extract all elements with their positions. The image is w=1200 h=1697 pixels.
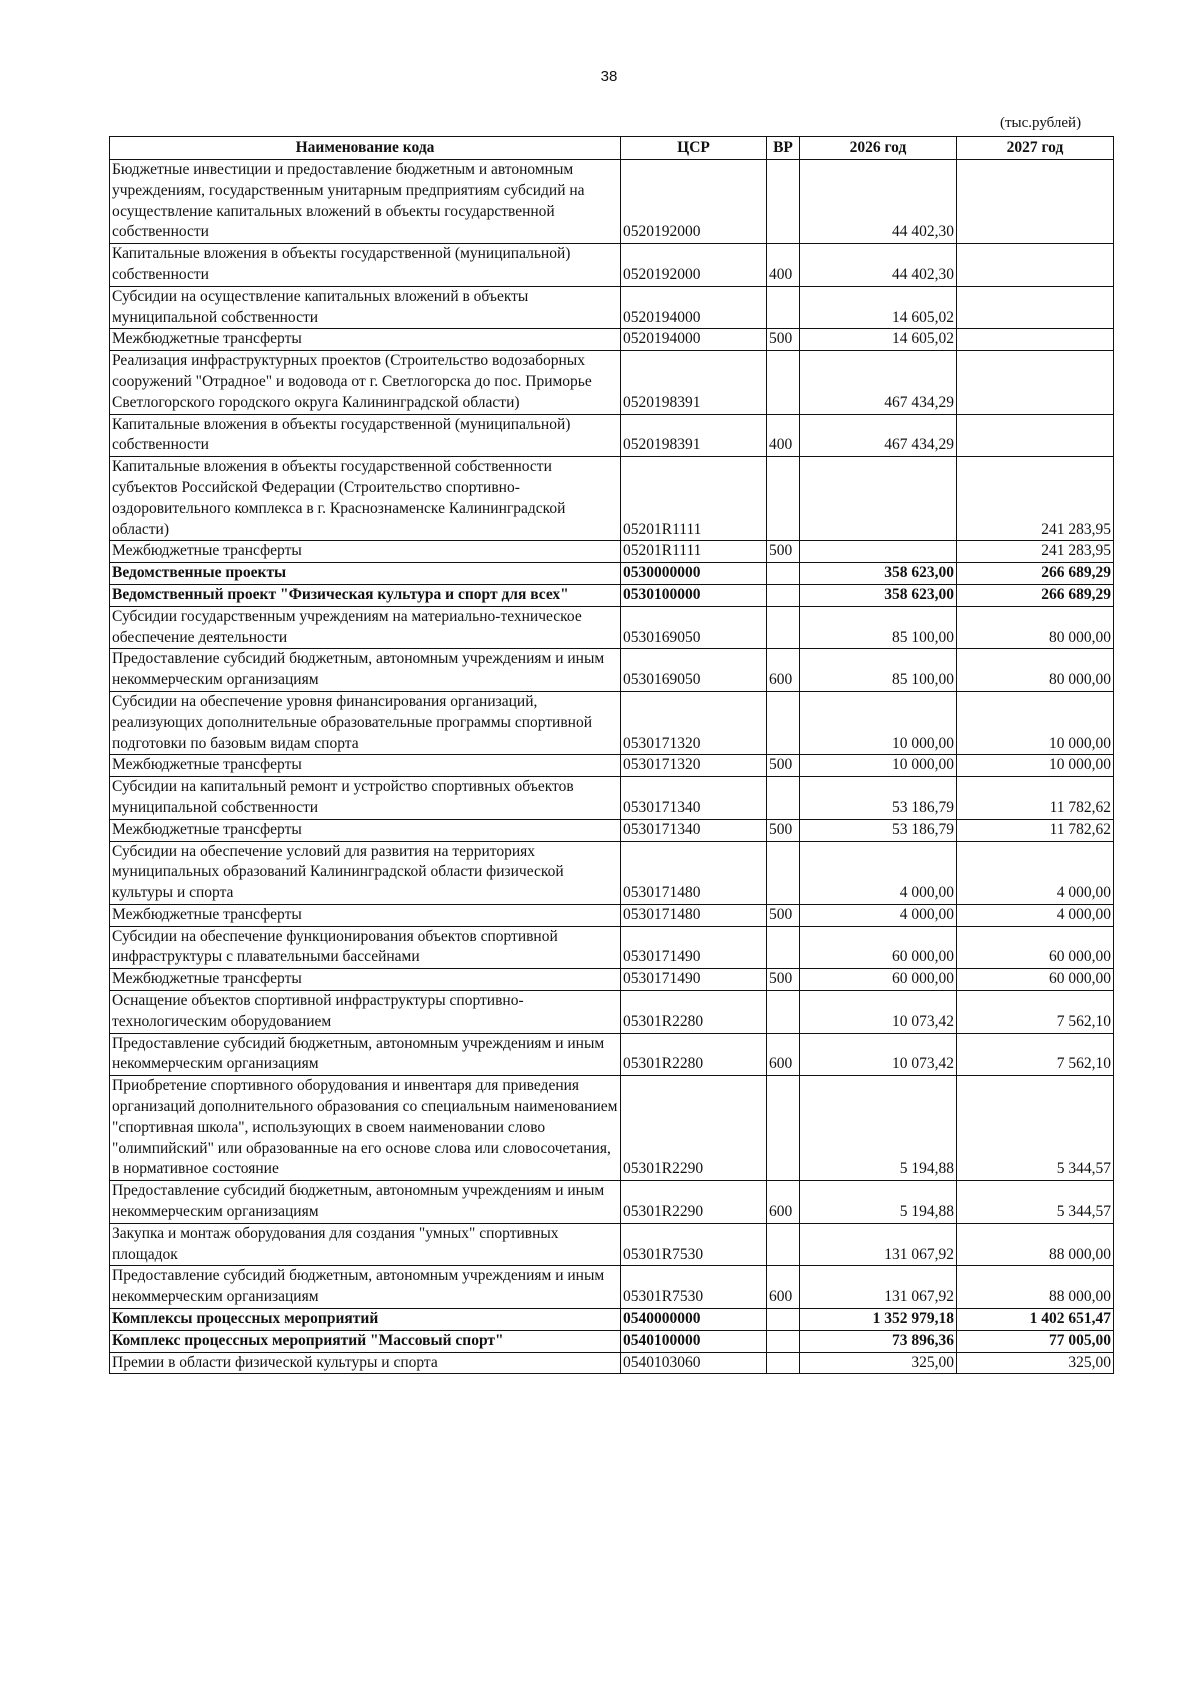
cell-name: Субсидии на обеспечение функционирования объектов спортивной инфраструктуры с плавательными бассейнами	[110, 926, 621, 969]
cell-vr	[767, 457, 800, 541]
cell-vr	[767, 606, 800, 649]
table-body	[110, 160, 1114, 1374]
cell-2027: 7 562,10	[957, 991, 1114, 1034]
cell-2027: 60 000,00	[957, 969, 1114, 991]
cell-vr	[767, 777, 800, 820]
table-row	[110, 457, 1114, 541]
cell-2026: 60 000,00	[800, 969, 957, 991]
cell-2026: 1 352 979,18	[800, 1309, 957, 1331]
cell-2026	[800, 541, 957, 563]
cell-2027: 241 283,95	[957, 457, 1114, 541]
cell-vr	[767, 691, 800, 754]
cell-csr: 0520194000	[621, 329, 767, 351]
table-row	[110, 904, 1114, 926]
cell-2026: 85 100,00	[800, 649, 957, 692]
cell-name: Приобретение спортивного оборудования и инвентаря для приведения организаций дополнительного образования со специальным наименованием "спортивная школа", использующих в своем наименовании слово "олимпийский" или образованные на его основе слова или словосочетания, в нормативное состояние	[110, 1076, 621, 1181]
budget-table	[109, 136, 1114, 1374]
table-row	[110, 286, 1114, 329]
cell-vr	[767, 1352, 800, 1374]
cell-2027: 80 000,00	[957, 606, 1114, 649]
cell-csr: 05301R2280	[621, 991, 767, 1034]
cell-csr: 05201R1111	[621, 457, 767, 541]
cell-2026: 60 000,00	[800, 926, 957, 969]
cell-2027: 325,00	[957, 1352, 1114, 1374]
table-row	[110, 606, 1114, 649]
cell-name: Межбюджетные трансферты	[110, 904, 621, 926]
cell-csr: 05301R2290	[621, 1076, 767, 1181]
cell-name: Капитальные вложения в объекты государственной (муниципальной) собственности	[110, 414, 621, 457]
cell-2027: 10 000,00	[957, 691, 1114, 754]
cell-csr: 0530100000	[621, 584, 767, 606]
header-vr: ВР	[767, 137, 800, 160]
cell-2026: 44 402,30	[800, 160, 957, 244]
cell-csr: 0540100000	[621, 1330, 767, 1352]
cell-csr: 0540103060	[621, 1352, 767, 1374]
cell-2026: 358 623,00	[800, 563, 957, 585]
cell-vr: 400	[767, 414, 800, 457]
cell-2027: 266 689,29	[957, 584, 1114, 606]
cell-2026: 131 067,92	[800, 1266, 957, 1309]
cell-name: Субсидии на капитальный ремонт и устройство спортивных объектов муниципальной собственности	[110, 777, 621, 820]
cell-name: Закупка и монтаж оборудования для создания "умных" спортивных площадок	[110, 1223, 621, 1266]
cell-csr: 0530171340	[621, 819, 767, 841]
cell-2026: 85 100,00	[800, 606, 957, 649]
cell-2027: 88 000,00	[957, 1223, 1114, 1266]
cell-name: Субсидии на осуществление капитальных вложений в объекты муниципальной собственности	[110, 286, 621, 329]
cell-name: Межбюджетные трансферты	[110, 541, 621, 563]
cell-csr: 0530171480	[621, 904, 767, 926]
cell-vr: 500	[767, 904, 800, 926]
cell-name: Межбюджетные трансферты	[110, 755, 621, 777]
cell-2027: 1 402 651,47	[957, 1309, 1114, 1331]
cell-name: Субсидии на обеспечение уровня финансирования организаций, реализующих дополнительные образовательные программы спортивной подготовки по базовым видам спорта	[110, 691, 621, 754]
table-row	[110, 1076, 1114, 1181]
cell-vr: 400	[767, 244, 800, 287]
cell-csr: 05201R1111	[621, 541, 767, 563]
cell-2027	[957, 244, 1114, 287]
cell-vr	[767, 926, 800, 969]
cell-2026: 14 605,02	[800, 329, 957, 351]
cell-2026: 10 073,42	[800, 991, 957, 1034]
cell-2027: 77 005,00	[957, 1330, 1114, 1352]
cell-2026: 73 896,36	[800, 1330, 957, 1352]
cell-2027: 241 283,95	[957, 541, 1114, 563]
cell-2026	[800, 457, 957, 541]
table-row	[110, 329, 1114, 351]
table-row	[110, 691, 1114, 754]
cell-vr	[767, 160, 800, 244]
header-2027: 2027 год	[957, 137, 1114, 160]
cell-csr: 0530171480	[621, 841, 767, 904]
cell-2026: 131 067,92	[800, 1223, 957, 1266]
table-row	[110, 1033, 1114, 1076]
table-header-row	[110, 137, 1114, 160]
cell-csr: 05301R7530	[621, 1223, 767, 1266]
cell-2027: 11 782,62	[957, 777, 1114, 820]
table-row	[110, 1330, 1114, 1352]
cell-2026: 10 073,42	[800, 1033, 957, 1076]
cell-vr	[767, 1076, 800, 1181]
cell-vr: 500	[767, 541, 800, 563]
cell-csr: 0530169050	[621, 606, 767, 649]
table-row	[110, 841, 1114, 904]
cell-2026: 467 434,29	[800, 351, 957, 414]
page-number: 38	[600, 68, 618, 85]
cell-csr: 0530171320	[621, 755, 767, 777]
table-row	[110, 969, 1114, 991]
cell-name: Премии в области физической культуры и спорта	[110, 1352, 621, 1374]
cell-vr	[767, 991, 800, 1034]
table-row	[110, 755, 1114, 777]
cell-name: Субсидии на обеспечение условий для развития на территориях муниципальных образований Калининградской области физической культуры и спорта	[110, 841, 621, 904]
cell-csr: 0520192000	[621, 244, 767, 287]
cell-2026: 10 000,00	[800, 755, 957, 777]
cell-vr: 600	[767, 1181, 800, 1224]
cell-2027: 4 000,00	[957, 841, 1114, 904]
cell-2026: 53 186,79	[800, 777, 957, 820]
cell-vr	[767, 286, 800, 329]
cell-name: Субсидии государственным учреждениям на материально-техническое обеспечение деятельности	[110, 606, 621, 649]
cell-name: Оснащение объектов спортивной инфраструктуры спортивно-технологическим оборудованием	[110, 991, 621, 1034]
cell-name: Реализация инфраструктурных проектов (Строительство водозаборных сооружений "Отрадное" и водовода от г. Светлогорска до пос. Приморье Светлогорского городского округа Калининградской области)	[110, 351, 621, 414]
cell-csr: 0530171340	[621, 777, 767, 820]
cell-csr: 0520194000	[621, 286, 767, 329]
cell-vr	[767, 563, 800, 585]
cell-vr	[767, 1330, 800, 1352]
table-row	[110, 563, 1114, 585]
cell-csr: 0530171320	[621, 691, 767, 754]
cell-name: Комплексы процессных мероприятий	[110, 1309, 621, 1331]
table-row	[110, 1181, 1114, 1224]
cell-name: Предоставление субсидий бюджетным, автономным учреждениям и иным некоммерческим организациям	[110, 1181, 621, 1224]
cell-2027	[957, 286, 1114, 329]
header-2026: 2026 год	[800, 137, 957, 160]
table-row	[110, 414, 1114, 457]
cell-csr: 0540000000	[621, 1309, 767, 1331]
cell-2027: 5 344,57	[957, 1181, 1114, 1224]
table-row	[110, 541, 1114, 563]
table-row	[110, 819, 1114, 841]
cell-name: Межбюджетные трансферты	[110, 819, 621, 841]
cell-2026: 325,00	[800, 1352, 957, 1374]
table-row	[110, 1223, 1114, 1266]
cell-csr: 05301R2290	[621, 1181, 767, 1224]
cell-2027	[957, 414, 1114, 457]
table-row	[110, 777, 1114, 820]
cell-vr: 600	[767, 1266, 800, 1309]
cell-2026: 5 194,88	[800, 1181, 957, 1224]
cell-2026: 14 605,02	[800, 286, 957, 329]
units-label: (тыс.рублей)	[1000, 115, 1082, 131]
cell-2026: 4 000,00	[800, 841, 957, 904]
cell-vr: 600	[767, 649, 800, 692]
header-csr: ЦСР	[621, 137, 767, 160]
cell-name: Межбюджетные трансферты	[110, 329, 621, 351]
cell-2027	[957, 329, 1114, 351]
cell-name: Комплекс процессных мероприятий "Массовый спорт"	[110, 1330, 621, 1352]
cell-vr	[767, 351, 800, 414]
cell-2026: 4 000,00	[800, 904, 957, 926]
cell-csr: 0530000000	[621, 563, 767, 585]
cell-vr: 500	[767, 819, 800, 841]
cell-vr	[767, 584, 800, 606]
header-name: Наименование кода	[110, 137, 621, 160]
cell-vr: 600	[767, 1033, 800, 1076]
cell-2026: 44 402,30	[800, 244, 957, 287]
cell-csr: 0520198391	[621, 351, 767, 414]
cell-csr: 0530169050	[621, 649, 767, 692]
cell-2027: 10 000,00	[957, 755, 1114, 777]
cell-2026: 5 194,88	[800, 1076, 957, 1181]
cell-vr	[767, 841, 800, 904]
cell-name: Бюджетные инвестиции и предоставление бюджетным и автономным учреждениям, государственным унитарным предприятиям субсидий на осуществление капитальных вложений в объекты государственной собственности	[110, 160, 621, 244]
table-row	[110, 351, 1114, 414]
cell-csr: 0530171490	[621, 926, 767, 969]
cell-csr: 05301R7530	[621, 1266, 767, 1309]
table-row	[110, 1352, 1114, 1374]
cell-name: Предоставление субсидий бюджетным, автономным учреждениям и иным некоммерческим организациям	[110, 1266, 621, 1309]
cell-2027: 266 689,29	[957, 563, 1114, 585]
cell-2027: 11 782,62	[957, 819, 1114, 841]
cell-csr: 0520192000	[621, 160, 767, 244]
table-row	[110, 926, 1114, 969]
cell-2026: 53 186,79	[800, 819, 957, 841]
cell-2027	[957, 351, 1114, 414]
cell-name: Предоставление субсидий бюджетным, автономным учреждениям и иным некоммерческим организациям	[110, 1033, 621, 1076]
cell-csr: 0520198391	[621, 414, 767, 457]
cell-vr: 500	[767, 755, 800, 777]
cell-2027: 7 562,10	[957, 1033, 1114, 1076]
cell-2027: 4 000,00	[957, 904, 1114, 926]
cell-csr: 0530171490	[621, 969, 767, 991]
table-row	[110, 244, 1114, 287]
cell-vr: 500	[767, 969, 800, 991]
cell-name: Ведомственный проект "Физическая культура и спорт для всех"	[110, 584, 621, 606]
cell-2026: 10 000,00	[800, 691, 957, 754]
cell-2027: 80 000,00	[957, 649, 1114, 692]
table-row	[110, 991, 1114, 1034]
table-row	[110, 160, 1114, 244]
cell-2027: 88 000,00	[957, 1266, 1114, 1309]
cell-csr: 05301R2280	[621, 1033, 767, 1076]
cell-vr: 500	[767, 329, 800, 351]
table-row	[110, 584, 1114, 606]
cell-2026: 358 623,00	[800, 584, 957, 606]
table-row	[110, 649, 1114, 692]
cell-2026: 467 434,29	[800, 414, 957, 457]
cell-name: Предоставление субсидий бюджетным, автономным учреждениям и иным некоммерческим организациям	[110, 649, 621, 692]
cell-2027: 60 000,00	[957, 926, 1114, 969]
cell-name: Ведомственные проекты	[110, 563, 621, 585]
table-row	[110, 1266, 1114, 1309]
cell-2027: 5 344,57	[957, 1076, 1114, 1181]
cell-name: Капитальные вложения в объекты государственной собственности субъектов Российской Федерации (Строительство спортивно-оздоровительного комплекса в г. Краснознаменске Калининградской области)	[110, 457, 621, 541]
cell-vr	[767, 1223, 800, 1266]
cell-2027	[957, 160, 1114, 244]
cell-name: Межбюджетные трансферты	[110, 969, 621, 991]
table-row	[110, 1309, 1114, 1331]
cell-name: Капитальные вложения в объекты государственной (муниципальной) собственности	[110, 244, 621, 287]
cell-vr	[767, 1309, 800, 1331]
